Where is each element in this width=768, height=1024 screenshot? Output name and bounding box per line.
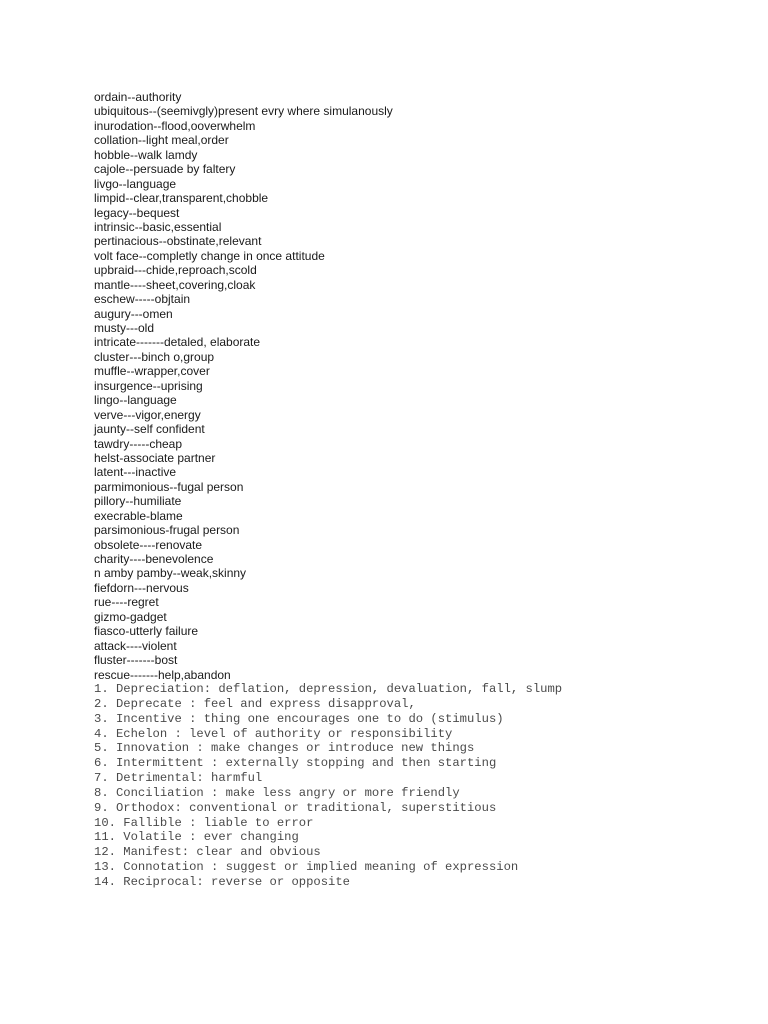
word-entry: gizmo-gadget	[94, 609, 167, 624]
word-entry: intrinsic--basic,essential	[94, 219, 222, 234]
definition-entry: 6. Intermittent : externally stopping and then starting	[94, 756, 497, 771]
word-entry: muffle--wrapper,cover	[94, 364, 210, 379]
word-entry: ordain--authority	[94, 90, 182, 104]
word-entry: mantle----sheet,covering,cloak	[94, 277, 256, 292]
word-entry: volt face--completly change in once attitude	[94, 248, 325, 263]
word-entry: legacy--bequest	[94, 205, 180, 220]
word-entry: ubiquitous--(seemivgly)present evry where simulanously	[94, 104, 393, 119]
word-entry: cajole--persuade by faltery	[94, 162, 236, 177]
word-entry: musty---old	[94, 321, 155, 335]
definition-entry: 2. Deprecate : feel and express disapproval,	[94, 696, 416, 711]
word-entry: attack----violent	[94, 638, 177, 653]
definition-entry: 11. Volatile : ever changing	[94, 830, 299, 845]
definition-entry: 10. Fallible : liable to error	[94, 815, 314, 830]
word-entry: lingo--language	[94, 393, 177, 408]
word-entry: helst-associate partner	[94, 450, 216, 465]
word-entry: rescue-------help,abandon	[94, 667, 231, 682]
definition-entry: 8. Conciliation : make less angry or more friendly	[94, 785, 460, 800]
word-entry: livgo--language	[94, 176, 177, 191]
word-entry: intricate-------detaled, elaborate	[94, 335, 261, 350]
word-entry: pertinacious--obstinate,relevant	[94, 234, 262, 249]
word-entry: limpid--clear,transparent,chobble	[94, 191, 269, 206]
definition-entry: 12. Manifest: clear and obvious	[94, 845, 321, 860]
definition-entry: 4. Echelon : level of authority or responsibility	[94, 726, 453, 741]
definition-entry: 9. Orthodox: conventional or traditional, superstitious	[94, 800, 497, 815]
definition-entry: 3. Incentive : thing one encourages one to do (stimulus)	[94, 711, 504, 726]
word-entry: fiasco-utterly failure	[94, 624, 199, 639]
word-entry: fluster-------bost	[94, 653, 178, 668]
definition-entry: 13. Connotation : suggest or implied meaning of expression	[94, 860, 519, 875]
word-entry: parmimonious--fugal person	[94, 479, 244, 494]
numbered-definition-list	[94, 682, 562, 890]
word-entry: n amby pamby--weak,skinny	[94, 566, 247, 581]
word-entry: inurodation--flood,ooverwhelm	[94, 118, 256, 133]
word-entry: latent---inactive	[94, 465, 177, 480]
word-entry: tawdry-----cheap	[94, 436, 183, 451]
word-entry: verve---vigor,energy	[94, 407, 201, 422]
definition-entry: 1. Depreciation: deflation, depression, devaluation, fall, slump	[94, 682, 563, 696]
definition-entry: 5. Innovation : make changes or introduce new things	[94, 741, 475, 756]
word-entry: cluster---binch o,group	[94, 349, 215, 364]
word-entry: eschew-----objtain	[94, 292, 191, 307]
word-entry: execrable-blame	[94, 508, 183, 523]
word-entry: charity----benevolence	[94, 552, 214, 566]
word-entry: obsolete----renovate	[94, 537, 203, 552]
word-entry: pillory--humiliate	[94, 494, 182, 509]
word-entry: augury---omen	[94, 306, 173, 321]
word-entry: jaunty--self confident	[94, 422, 205, 437]
word-entry: collation--light meal,order	[94, 133, 229, 148]
word-entry: rue----regret	[94, 595, 159, 610]
word-entry: hobble--walk lamdy	[94, 147, 198, 162]
word-entry: fiefdorn---nervous	[94, 580, 189, 595]
word-entry: insurgence--uprising	[94, 378, 203, 393]
definition-entry: 14. Reciprocal: reverse or opposite	[94, 874, 350, 889]
definition-entry: 7. Detrimental: harmful	[94, 771, 263, 786]
vocabulary-word-list	[94, 90, 393, 682]
word-entry: parsimonious-frugal person	[94, 523, 240, 538]
word-entry: upbraid---chide,reproach,scold	[94, 263, 257, 278]
